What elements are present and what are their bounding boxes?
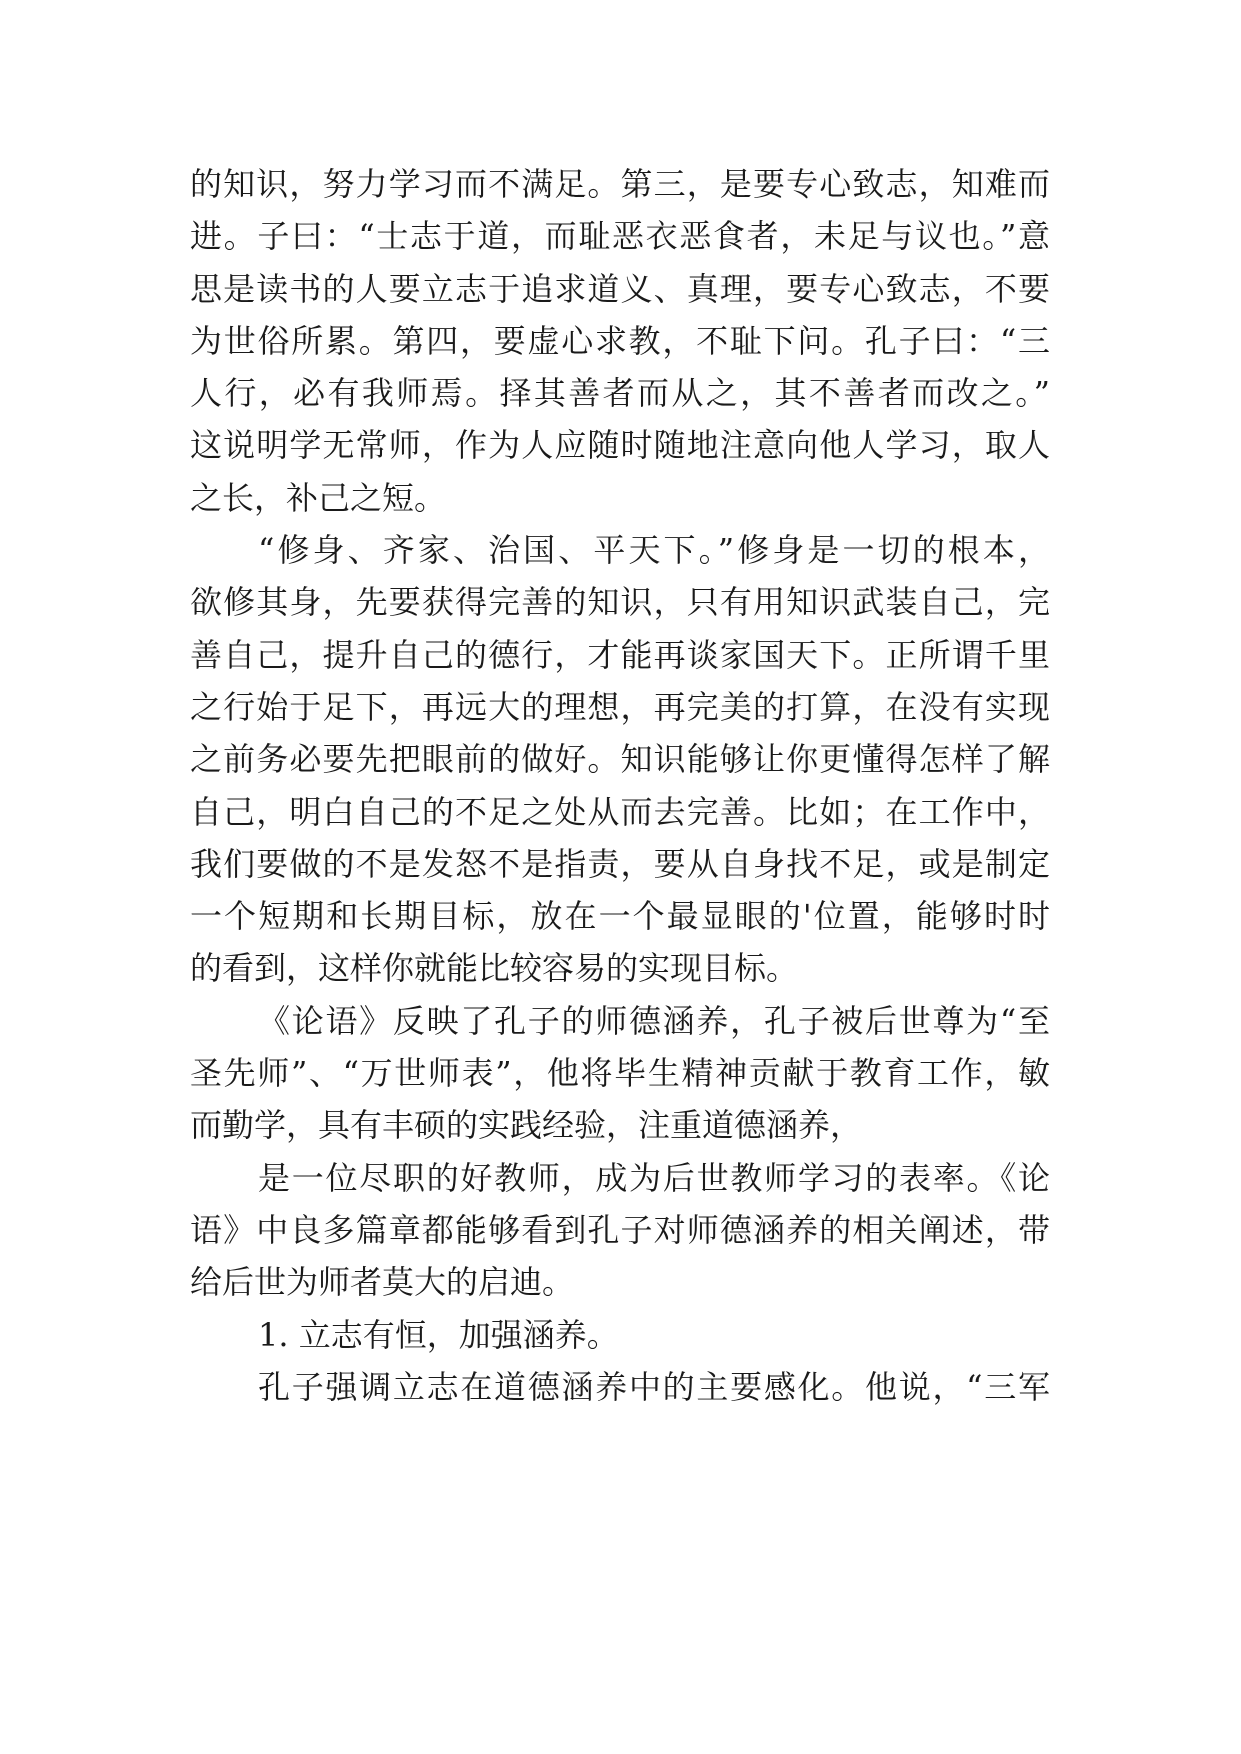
text-line-16: 的看到，这样你就能比较容易的实现目标。 — [190, 949, 799, 988]
text-line-5: 人行，必有我师焉。择其善者而从之，其不善者而改之。” — [190, 374, 1050, 413]
text-line-24: 孔子强调立志在道德涵养中的主要感化。他说，“三军 — [258, 1367, 1050, 1406]
body-text — [190, 158, 1050, 1413]
text-line-15: 一个短期和长期目标，放在一个最显眼的'位置，能够时时 — [190, 897, 1050, 936]
text-line-11: 之行始于足下，再远大的理想，再完美的打算，在没有实现 — [190, 687, 1050, 726]
text-line-7: 之长，补己之短。 — [190, 478, 447, 517]
text-line-10: 善自己，提升自己的德行，才能再谈家国天下。正所谓千里 — [190, 635, 1050, 674]
text-line-19: 而勤学，具有丰硕的实践经验，注重道德涵养， — [190, 1106, 863, 1145]
text-line-3: 思是读书的人要立志于追求道义、真理，要专心致志，不要 — [190, 269, 1050, 308]
text-line-8: “修身、齐家、治国、平天下。”修身是一切的根本， — [258, 531, 1050, 570]
section-heading: 1. 立志有恒，加强涵养。 — [258, 1315, 619, 1354]
text-line-12: 之前务必要先把眼前的做好。知识能够让你更懂得怎样了解 — [190, 740, 1050, 779]
text-line-6: 这说明学无常师，作为人应随时随地注意向他人学习，取人 — [190, 426, 1050, 465]
text-line-18: 圣先师”、“万世师表”，他将毕生精神贡献于教育工作，敏 — [190, 1054, 1050, 1093]
text-line-2: 进。子曰：“士志于道，而耻恶衣恶食者，未足与议也。”意 — [190, 217, 1050, 256]
text-line-13: 自己，明白自己的不足之处从而去完善。比如；在工作中， — [190, 792, 1050, 831]
text-line-17: 《论语》反映了孔子的师德涵养，孔子被后世尊为“至 — [258, 1001, 1050, 1040]
text-line-1: 的知识，努力学习而不满足。第三，是要专心致志，知难而 — [190, 165, 1050, 203]
text-line-22: 给后世为师者莫大的启迪。 — [190, 1263, 575, 1302]
text-line-4: 为世俗所累。第四，要虚心求教，不耻下问。孔子曰：“三 — [190, 321, 1050, 360]
text-line-21: 语》中良多篇章都能够看到孔子对师德涵养的相关阐述，带 — [190, 1210, 1050, 1249]
text-line-20: 是一位尽职的好教师，成为后世教师学习的表率。《论 — [258, 1158, 1050, 1197]
text-line-14: 我们要做的不是发怒不是指责，要从自身找不足，或是制定 — [190, 844, 1050, 883]
text-line-9: 欲修其身，先要获得完善的知识，只有用知识武装自己，完 — [190, 583, 1050, 622]
